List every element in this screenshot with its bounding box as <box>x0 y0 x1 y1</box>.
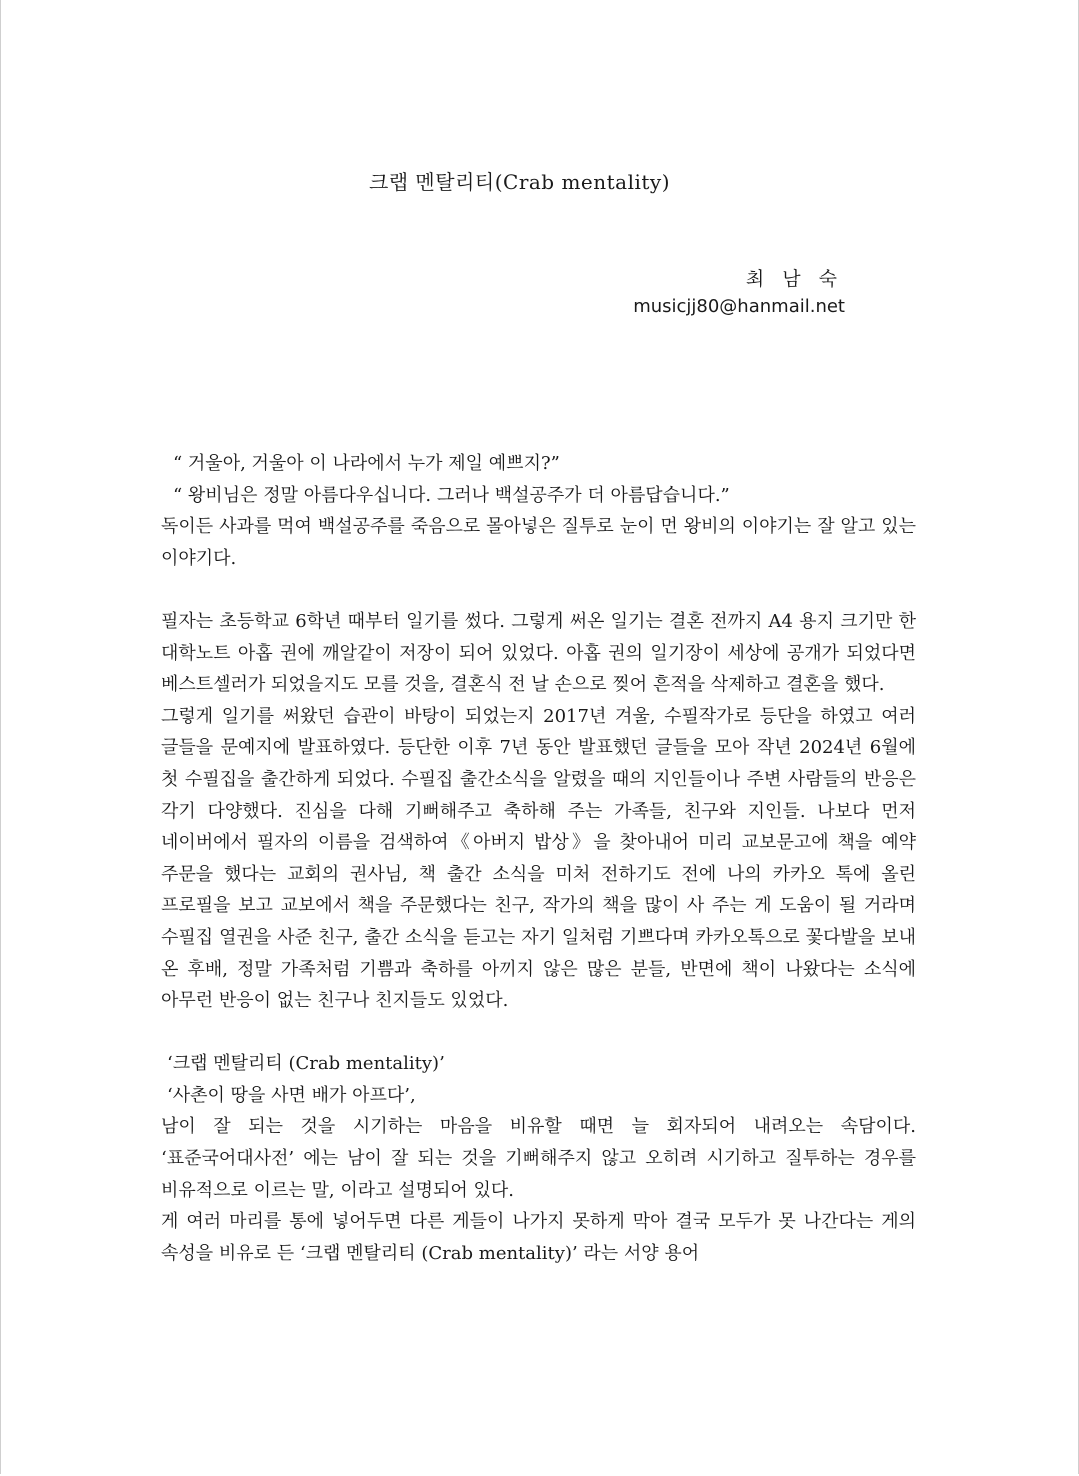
paragraph-book-release: 그렇게 일기를 써왔던 습관이 바탕이 되었는지 2017년 겨울, 수필작가로 등단을 하였고 여러 글들을 문예지에 발표하였다. 등단한 이후 7년 동안 발표했던 글들을 모아 작년 2024년 6월에 첫 수필집을 출간하게 되었다. 수필집 출간소식을 알렸을 때의 지인들이나 주변 사람들의 반응은 각기 다양했다. 진심을 다해 기뻐해주고 축하해 주는 가족들, 친구와 지인들. 나보다 먼저 네이버에서 필자의 이름을 검색하여《아버지 밥상》을 찾아내어 미리 교보문고에 책을 예약 주문을 했다는 교회의 권사님, 책 출간 소식을 미처 전하기도 전에 나의 카카오 톡에 올린 프로필을 보고 교보에서 책을 주문했다는 친구, 작가의 책을 많이 사 주는 게 도움이 될 거라며 수필집 열권을 사준 친구, 출간 소식을 듣고는 자기 일처럼 기쁘다며 카카오톡으로 꽃다발을 보내 온 후배, 정말 가족처럼 기쁨과 축하를 아끼지 않은 많은 분들, 반면에 책이 나왔다는 소식에 아무런 반응이 없는 친구나 친지들도 있었다. <box>161 705 916 1012</box>
quote-mirror-question: “ 거울아, 거울아 이 나라에서 누가 제일 예쁘지?” <box>173 453 560 474</box>
paragraph-snow-white: 독이든 사과를 먹여 백설공주를 죽음으로 몰아넣은 질투로 눈이 먼 왕비의 이야기는 잘 알고 있는 이야기다. <box>161 516 916 569</box>
quote-mirror-answer: “ 왕비님은 정말 아름다우십니다. 그러나 백설공주가 더 아름답습니다.” <box>173 484 730 506</box>
paragraph-diary: 필자는 초등학교 6학년 때부터 일기를 썼다. 그렇게 써온 일기는 결혼 전까지 A4 용지 크기만 한 대학노트 아홉 권에 깨알같이 저장이 되어 있었다. 아홉 권의 일기장이 세상에 공개가 되었다면 베스트셀러가 되었을지도 모를 것을, 결혼식 전 날 손으로 찢어 흔적을 삭제하고 결혼을 했다. <box>161 610 916 696</box>
author-name: 최 남 숙 <box>745 268 843 290</box>
paragraph-gap <box>161 1017 916 1049</box>
document-body <box>161 448 916 1269</box>
paragraph-gap <box>161 574 916 606</box>
paragraph-proverb-meaning: 남이 잘 되는 것을 시기하는 마음을 비유할 때면 늘 회자되어 내려오는 속담이다. ‘표준국어대사전’ 에는 남이 잘 되는 것을 기뻐해주지 않고 오히려 시기하고 질투하는 경우를 비유적으로 이르는 말, 이라고 설명되어 있다. <box>161 1116 916 1201</box>
heading-crab-mentality: ‘크랩 멘탈리티 (Crab mentality)’ <box>167 1053 445 1075</box>
proverb-cousin: ‘사촌이 땅을 사면 배가 아프다’, <box>167 1084 416 1106</box>
document-title: 크랩 멘탈리티(Crab mentality) <box>368 170 671 194</box>
paragraph-crab-term: 게 여러 마리를 통에 넣어두면 다른 게들이 나가지 못하게 막아 결국 모두가 못 나간다는 게의 속성을 비유로 든 ‘크랩 멘탈리티 (Crab mentality)’ 라는 서양 용어 <box>161 1211 916 1264</box>
author-email: musicjj80@hanmail.net <box>633 296 845 317</box>
